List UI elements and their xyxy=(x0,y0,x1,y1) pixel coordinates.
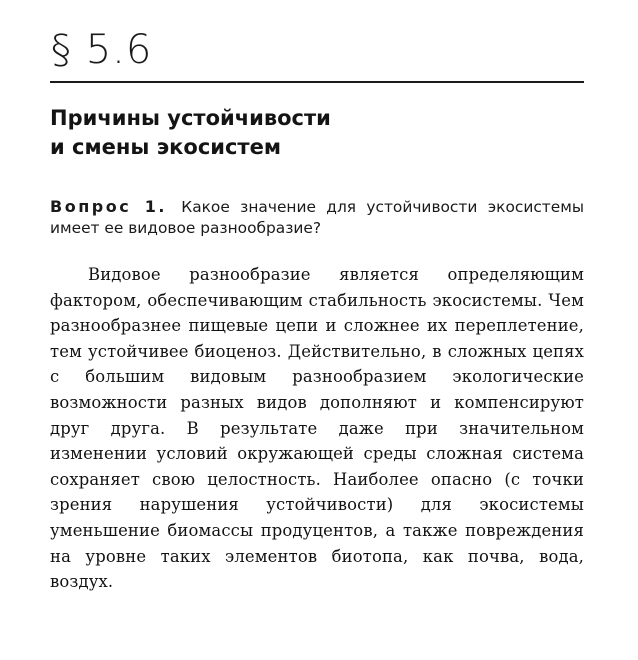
textbook-page xyxy=(50,26,584,592)
section-divider xyxy=(50,81,584,83)
answer-paragraph: Видовое разнообразие является определяющим фактором, обеспечивающим стабильность экосистемы. Чем разнообразнее пищевые цепи и сложнее их переплетение, тем устойчивее биоценоз. Действительно, в сложных цепях с большим видовым разнообразием экологические возможности разных видов дополняют и компенсируют друг друга. В результате даже при значительном изменении условий окружающей среды сложная система сохраняет свою целостность. Наиболее опасно (с точки зрения нарушения устойчивости) для экосистемы уменьшение биомассы продуцентов, а также повреждения на уровне таких элементов биотопа, как почва, вода, воздух. xyxy=(50,265,584,592)
section-title-line-1: Причины устойчивости xyxy=(50,106,331,130)
section-title-line-2: и смены экосистем xyxy=(50,135,282,159)
section-number: § 5.6 xyxy=(51,27,153,73)
section-title xyxy=(50,104,584,162)
question-text: Какое значение для устойчивости экосистемы имеет ее видовое разнообразие? xyxy=(50,198,584,237)
question-label: Вопрос 1. xyxy=(50,197,167,216)
question-block xyxy=(50,196,584,239)
